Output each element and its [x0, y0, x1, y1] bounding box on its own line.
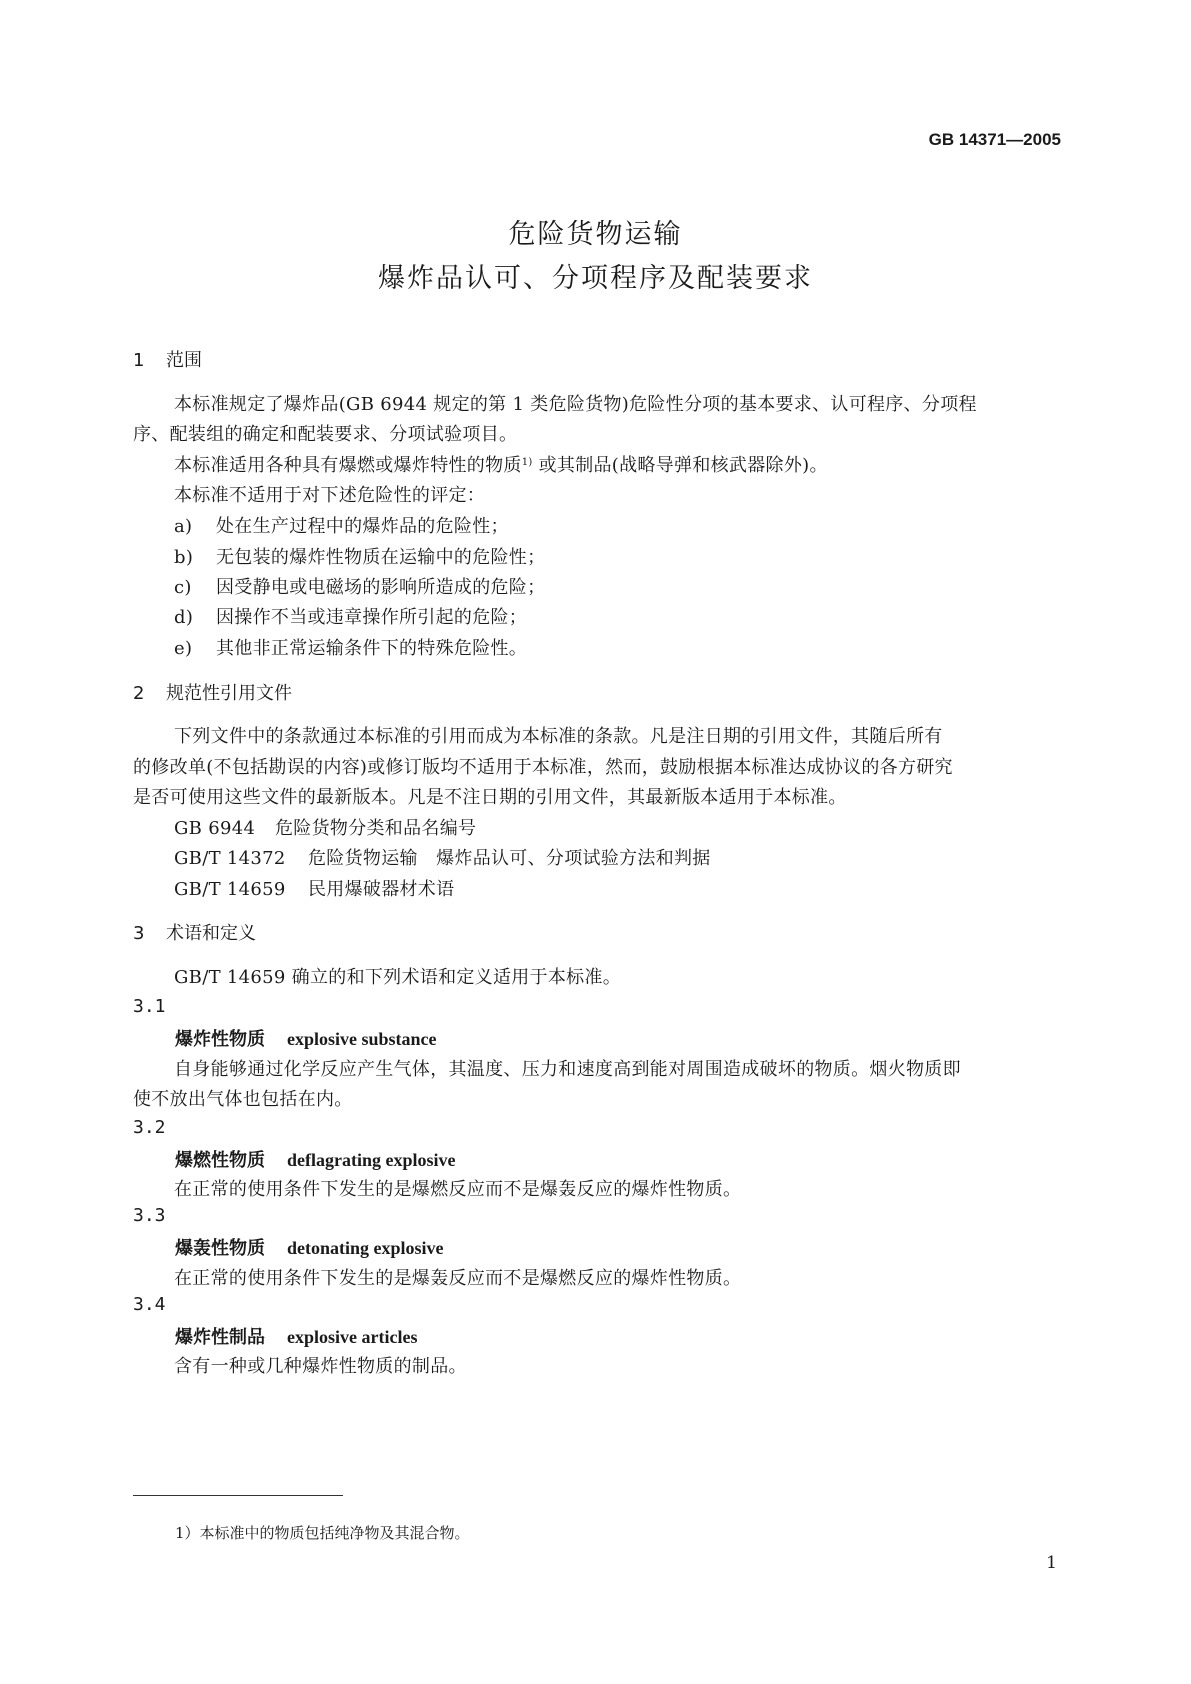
term-heading [175, 1146, 456, 1172]
list-label: e) [174, 638, 193, 659]
section-title: 范围 [166, 350, 202, 371]
section-number: 3 [133, 923, 145, 944]
term-zh: 爆炸性物质 [175, 1029, 265, 1050]
reference-code: GB/T 14659 [174, 879, 286, 900]
text-span: 或其制品(战略导弹和核武器除外)。 [532, 455, 828, 476]
term-zh: 爆炸性制品 [175, 1327, 265, 1348]
list-text: 无包装的爆炸性物质在运输中的危险性； [216, 547, 546, 568]
term-heading [175, 1025, 437, 1051]
reference-item [174, 875, 454, 901]
list-item [174, 543, 545, 569]
section-number: 2 [133, 683, 145, 704]
footnote: 1）本标准中的物质包括纯净物及其混合物。 [175, 1524, 470, 1542]
section-1-heading [133, 346, 202, 372]
term-en: deflagrating explosive [287, 1150, 456, 1170]
term-en: explosive articles [287, 1327, 418, 1347]
term-number: 3.1 [133, 996, 166, 1017]
term-number: 3.3 [133, 1205, 166, 1226]
paragraph-line: 是否可使用这些文件的最新版本。凡是不注日期的引用文件，其最新版本适用于本标准。 [133, 787, 847, 808]
list-item [174, 634, 527, 660]
list-item [174, 603, 527, 629]
section-2-heading [133, 679, 292, 705]
list-text: 处在生产过程中的爆炸品的危险性； [216, 516, 509, 537]
list-item [174, 573, 545, 599]
list-label: c) [174, 577, 192, 598]
term-definition: 自身能够通过化学反应产生气体，其温度、压力和速度高到能对周围造成破坏的物质。烟火物质即 [174, 1059, 961, 1080]
term-heading [175, 1323, 417, 1349]
reference-title: 危险货物分类和品名编号 [275, 818, 477, 839]
reference-code: GB/T 14372 [174, 848, 286, 869]
reference-title: 民用爆破器材术语 [308, 879, 455, 900]
list-label: b) [174, 547, 194, 568]
list-text: 因受静电或电磁场的影响所造成的危险； [216, 577, 546, 598]
text-span: 本标准适用各种具有爆燃或爆炸特性的物质 [174, 455, 522, 476]
reference-item [174, 814, 476, 840]
paragraph-line: 的修改单(不包括勘误的内容)或修订版均不适用于本标准，然而，鼓励根据本标准达成协议的各方研究 [133, 757, 953, 778]
list-label: d) [174, 607, 194, 628]
term-en: explosive substance [287, 1029, 437, 1049]
paragraph-line: 本标准不适用于对下述危险性的评定： [174, 485, 486, 506]
paragraph-line: GB/T 14659 确立的和下列术语和定义适用于本标准。 [174, 967, 622, 988]
term-zh: 爆轰性物质 [175, 1238, 265, 1259]
paragraph-line [174, 451, 828, 477]
section-3-heading [133, 919, 256, 945]
list-text: 因操作不当或违章操作所引起的危险； [216, 607, 528, 628]
footnote-ref: 1) [521, 457, 533, 468]
section-title: 术语和定义 [166, 923, 256, 944]
standard-number: GB 14371—2005 [928, 130, 1061, 149]
reference-code: GB 6944 [174, 818, 256, 839]
paragraph-line: 下列文件中的条款通过本标准的引用而成为本标准的条款。凡是注日期的引用文件，其随后所有 [174, 726, 943, 747]
section-title: 规范性引用文件 [166, 683, 292, 704]
term-en: detonating explosive [287, 1238, 444, 1258]
term-zh: 爆燃性物质 [175, 1150, 265, 1171]
title-line-1: 危险货物运输 [508, 219, 683, 250]
section-number: 1 [133, 350, 145, 371]
page-number: 1 [1046, 1553, 1057, 1573]
term-definition: 在正常的使用条件下发生的是爆燃反应而不是爆轰反应的爆炸性物质。 [174, 1179, 742, 1200]
term-heading [175, 1234, 444, 1260]
list-item [174, 512, 509, 538]
list-label: a) [174, 516, 193, 537]
title-line-2: 爆炸品认可、分项程序及配装要求 [378, 263, 813, 294]
term-definition: 使不放出气体也包括在内。 [133, 1089, 353, 1110]
term-definition: 在正常的使用条件下发生的是爆轰反应而不是爆燃反应的爆炸性物质。 [174, 1268, 742, 1289]
footnote-divider [133, 1495, 343, 1496]
reference-item [174, 844, 711, 870]
reference-title: 危险货物运输 爆炸品认可、分项试验方法和判据 [308, 848, 711, 869]
list-text: 其他非正常运输条件下的特殊危险性。 [216, 638, 528, 659]
term-definition: 含有一种或几种爆炸性物质的制品。 [174, 1356, 467, 1377]
paragraph-line: 序、配装组的确定和配装要求、分项试验项目。 [133, 424, 518, 445]
term-number: 3.2 [133, 1117, 166, 1138]
term-number: 3.4 [133, 1294, 166, 1315]
paragraph-line: 本标准规定了爆炸品(GB 6944 规定的第 1 类危险货物)危险性分项的基本要求、认可程序、分项程 [174, 394, 977, 415]
